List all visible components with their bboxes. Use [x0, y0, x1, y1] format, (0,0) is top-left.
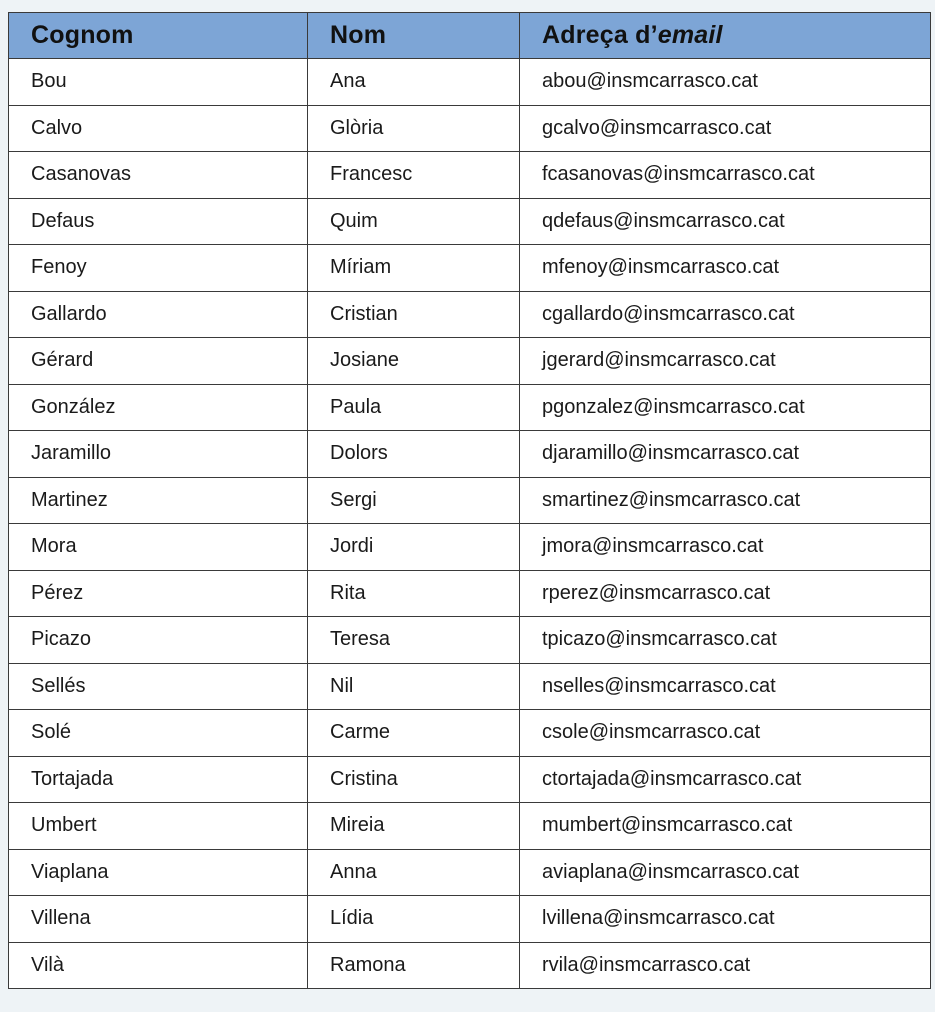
cell-surname: Mora	[9, 524, 308, 571]
header-name: Nom	[308, 13, 520, 59]
table-row	[9, 198, 931, 245]
cell-name: Nil	[308, 663, 520, 710]
cell-name: Rita	[308, 570, 520, 617]
header-row	[9, 13, 931, 59]
cell-email: pgonzalez@insmcarrasco.cat	[520, 384, 931, 431]
cell-email: csole@insmcarrasco.cat	[520, 710, 931, 757]
table-header	[9, 13, 931, 59]
cell-surname: Defaus	[9, 198, 308, 245]
table-row	[9, 756, 931, 803]
cell-name: Sergi	[308, 477, 520, 524]
table-row	[9, 152, 931, 199]
header-email-prefix: Adreça d’	[542, 21, 658, 49]
cell-email: jmora@insmcarrasco.cat	[520, 524, 931, 571]
cell-email: fcasanovas@insmcarrasco.cat	[520, 152, 931, 199]
cell-name: Carme	[308, 710, 520, 757]
cell-surname: Jaramillo	[9, 431, 308, 478]
cell-surname: Calvo	[9, 105, 308, 152]
header-email-italic: email	[657, 21, 723, 49]
cell-surname: Solé	[9, 710, 308, 757]
cell-name: Teresa	[308, 617, 520, 664]
table-body	[9, 59, 931, 989]
cell-name: Anna	[308, 849, 520, 896]
cell-email: gcalvo@insmcarrasco.cat	[520, 105, 931, 152]
cell-email: smartinez@insmcarrasco.cat	[520, 477, 931, 524]
table-row	[9, 59, 931, 106]
cell-name: Jordi	[308, 524, 520, 571]
cell-name: Josiane	[308, 338, 520, 385]
cell-surname: Bou	[9, 59, 308, 106]
cell-surname: Sellés	[9, 663, 308, 710]
cell-name: Míriam	[308, 245, 520, 292]
cell-email: djaramillo@insmcarrasco.cat	[520, 431, 931, 478]
cell-email: aviaplana@insmcarrasco.cat	[520, 849, 931, 896]
cell-email: cgallardo@insmcarrasco.cat	[520, 291, 931, 338]
table-row	[9, 617, 931, 664]
table-row	[9, 803, 931, 850]
cell-surname: Fenoy	[9, 245, 308, 292]
cell-name: Cristina	[308, 756, 520, 803]
table-row	[9, 849, 931, 896]
cell-name: Lídia	[308, 896, 520, 943]
cell-name: Ana	[308, 59, 520, 106]
cell-surname: González	[9, 384, 308, 431]
cell-surname: Viaplana	[9, 849, 308, 896]
cell-email: rvila@insmcarrasco.cat	[520, 942, 931, 989]
cell-surname: Vilà	[9, 942, 308, 989]
table-row	[9, 384, 931, 431]
cell-email: rperez@insmcarrasco.cat	[520, 570, 931, 617]
cell-surname: Picazo	[9, 617, 308, 664]
table-row	[9, 570, 931, 617]
cell-surname: Gérard	[9, 338, 308, 385]
table-row	[9, 245, 931, 292]
cell-name: Quim	[308, 198, 520, 245]
table-row	[9, 524, 931, 571]
header-surname: Cognom	[9, 13, 308, 59]
cell-email: lvillena@insmcarrasco.cat	[520, 896, 931, 943]
header-email	[520, 13, 931, 59]
cell-surname: Villena	[9, 896, 308, 943]
table-row	[9, 431, 931, 478]
cell-name: Glòria	[308, 105, 520, 152]
cell-surname: Gallardo	[9, 291, 308, 338]
cell-email: ctortajada@insmcarrasco.cat	[520, 756, 931, 803]
cell-email: mfenoy@insmcarrasco.cat	[520, 245, 931, 292]
table-row	[9, 942, 931, 989]
cell-surname: Martinez	[9, 477, 308, 524]
cell-email: mumbert@insmcarrasco.cat	[520, 803, 931, 850]
cell-name: Francesc	[308, 152, 520, 199]
cell-surname: Tortajada	[9, 756, 308, 803]
table-row	[9, 477, 931, 524]
table-row	[9, 105, 931, 152]
cell-name: Dolors	[308, 431, 520, 478]
cell-email: qdefaus@insmcarrasco.cat	[520, 198, 931, 245]
cell-email: abou@insmcarrasco.cat	[520, 59, 931, 106]
table-row	[9, 338, 931, 385]
table-row	[9, 896, 931, 943]
contacts-table	[8, 12, 931, 989]
cell-name: Ramona	[308, 942, 520, 989]
cell-name: Paula	[308, 384, 520, 431]
cell-surname: Umbert	[9, 803, 308, 850]
table-row	[9, 291, 931, 338]
cell-surname: Casanovas	[9, 152, 308, 199]
cell-email: nselles@insmcarrasco.cat	[520, 663, 931, 710]
table-row	[9, 710, 931, 757]
cell-email: tpicazo@insmcarrasco.cat	[520, 617, 931, 664]
cell-email: jgerard@insmcarrasco.cat	[520, 338, 931, 385]
cell-surname: Pérez	[9, 570, 308, 617]
table-row	[9, 663, 931, 710]
cell-name: Cristian	[308, 291, 520, 338]
cell-name: Mireia	[308, 803, 520, 850]
